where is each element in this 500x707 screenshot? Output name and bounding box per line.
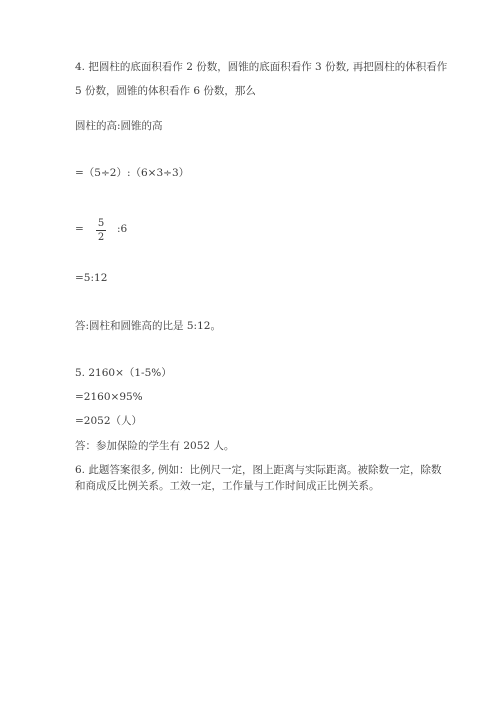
q5-answer: 答：参加保险的学生有 2052 人。	[75, 440, 235, 452]
q4-step-2-fraction	[96, 218, 106, 243]
q4-step-3: =5:12	[75, 272, 108, 284]
q4-ratio-label: 圆柱的高:圆锥的高	[75, 120, 163, 132]
q4-text-line-1: 4. 把圆柱的底面积看作 2 份数，圆锥的底面积看作 3 份数, 再把圆柱的体积看作	[75, 61, 448, 73]
q6-line-1: 6. 此题答案很多, 例如：比例尺一定，图上距离与实际距离。被除数一定，除数	[75, 464, 442, 476]
q6-line-2: 和商成反比例关系。工效一定，工作量与工作时间成正比例关系。	[75, 480, 380, 492]
q4-step-2-prefix: =	[75, 223, 84, 235]
q5-line-2: =2160×95%	[75, 391, 143, 403]
q4-step-2-suffix: :6	[117, 223, 128, 235]
fraction-bar	[96, 230, 106, 231]
q5-line-3: =2052（人）	[75, 415, 143, 427]
q4-text-line-2: 5 份数，圆锥的体积看作 6 份数，那么	[75, 85, 256, 97]
q4-answer: 答:圆柱和圆锥高的比是 5:12。	[75, 320, 221, 332]
fraction-denominator: 2	[97, 232, 105, 243]
q5-line-1: 5. 2160×（1-5%）	[75, 367, 172, 379]
q4-step-1: =（5÷2）:（6×3÷3）	[75, 167, 190, 179]
fraction-numerator: 5	[97, 218, 105, 229]
